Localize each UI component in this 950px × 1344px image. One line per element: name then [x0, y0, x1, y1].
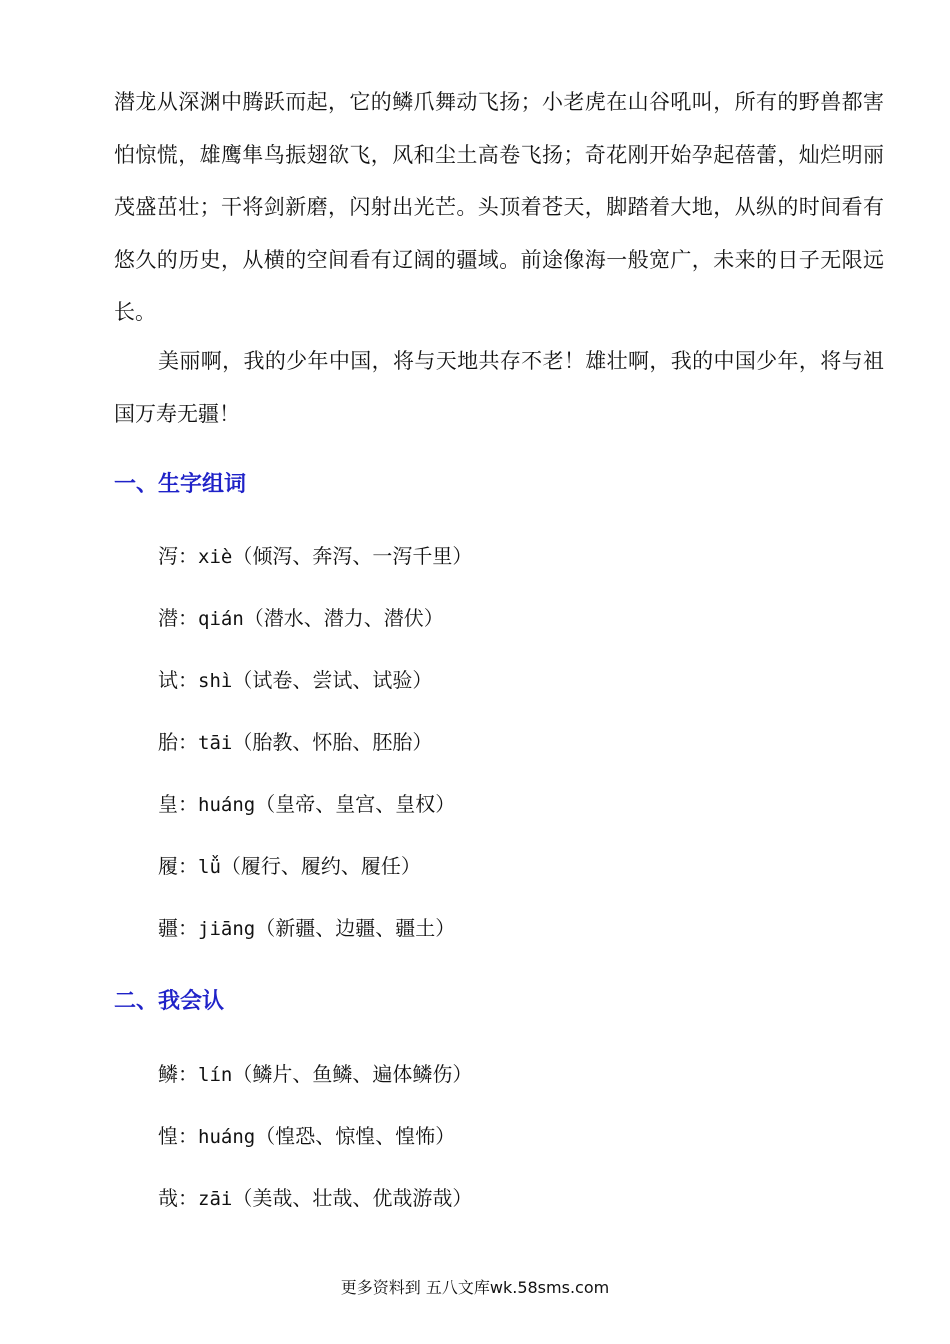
vocab-pinyin: huáng [198, 1126, 256, 1148]
vocab-separator: ： [178, 544, 198, 568]
vocab-item [158, 604, 444, 633]
vocab-char: 皇 [158, 792, 178, 816]
vocab-pinyin: huáng [198, 794, 256, 816]
vocab-item [158, 914, 455, 943]
section-heading-recognize: 二、我会认 [114, 989, 225, 1014]
vocab-pinyin: qián [198, 608, 244, 630]
vocab-separator: ： [178, 606, 198, 630]
vocab-char: 疆 [158, 916, 178, 940]
vocab-separator: ： [178, 854, 198, 878]
vocab-separator: ： [178, 730, 198, 754]
vocab-words: （鳞片、鱼鳞、遍体鳞伤） [232, 1062, 473, 1086]
vocab-item [158, 728, 432, 757]
vocab-char: 鳞 [158, 1062, 178, 1086]
vocab-char: 履 [158, 854, 178, 878]
vocab-words: （胎教、怀胎、胚胎） [232, 730, 433, 754]
vocab-char: 惶 [158, 1124, 178, 1148]
vocab-item [158, 1060, 472, 1089]
vocab-char: 胎 [158, 730, 178, 754]
vocab-words: （倾泻、奔泻、一泻千里） [232, 544, 473, 568]
vocab-item [158, 666, 432, 695]
vocab-words: （试卷、尝试、试验） [232, 668, 433, 692]
vocab-words: （美哉、壮哉、优哉游哉） [232, 1186, 473, 1210]
vocab-separator: ： [178, 1186, 198, 1210]
section-heading-vocabulary: 一、生字组词 [114, 472, 247, 497]
vocab-char: 试 [158, 668, 178, 692]
vocab-pinyin: tāi [198, 732, 233, 754]
body-paragraph-2: 美丽啊，我的少年中国，将与天地共存不老！雄壮啊，我的中国少年，将与祖国万寿无疆！ [114, 349, 884, 426]
vocab-item [158, 852, 421, 881]
vocab-char: 泻 [158, 544, 178, 568]
vocab-words: （惶恐、惊惶、惶怖） [255, 1124, 456, 1148]
vocab-separator: ： [178, 792, 198, 816]
vocab-separator: ： [178, 1124, 198, 1148]
vocab-pinyin: xiè [198, 546, 233, 568]
vocab-item [158, 790, 455, 819]
vocab-char: 潜 [158, 606, 178, 630]
vocab-pinyin: lín [198, 1064, 233, 1086]
vocab-words: （潜水、潜力、潜伏） [243, 606, 444, 630]
vocab-item [158, 542, 472, 571]
vocab-pinyin: zāi [198, 1188, 233, 1210]
vocab-words: （新疆、边疆、疆土） [255, 916, 456, 940]
vocab-separator: ： [178, 916, 198, 940]
vocab-item [158, 1184, 472, 1213]
vocab-words: （皇帝、皇宫、皇权） [255, 792, 456, 816]
vocab-words: （履行、履约、履任） [220, 854, 421, 878]
vocab-char: 哉 [158, 1186, 178, 1210]
vocab-pinyin: lǚ [198, 856, 221, 878]
vocab-separator: ： [178, 668, 198, 692]
footer-watermark: 更多资料到 五八文库wk.58sms.com [340, 1278, 610, 1297]
vocab-pinyin: jiāng [198, 918, 256, 940]
vocab-item [158, 1122, 455, 1151]
vocab-pinyin: shì [198, 670, 233, 692]
vocab-separator: ： [178, 1062, 198, 1086]
body-paragraph-1: 潜龙从深渊中腾跃而起，它的鳞爪舞动飞扬；小老虎在山谷吼叫，所有的野兽都害怕惊慌，雄鹰隼鸟振翅欲飞，风和尘土高卷飞扬；奇花刚开始孕起蓓蕾，灿烂明丽茂盛茁壮；干将剑新磨，闪射出光芒。头顶着苍天，脚踏着大地，从纵的时间看有悠久的历史，从横的空间看有辽阔的疆域。前途像海一般宽广，未来的日子无限远长。 [114, 90, 884, 324]
